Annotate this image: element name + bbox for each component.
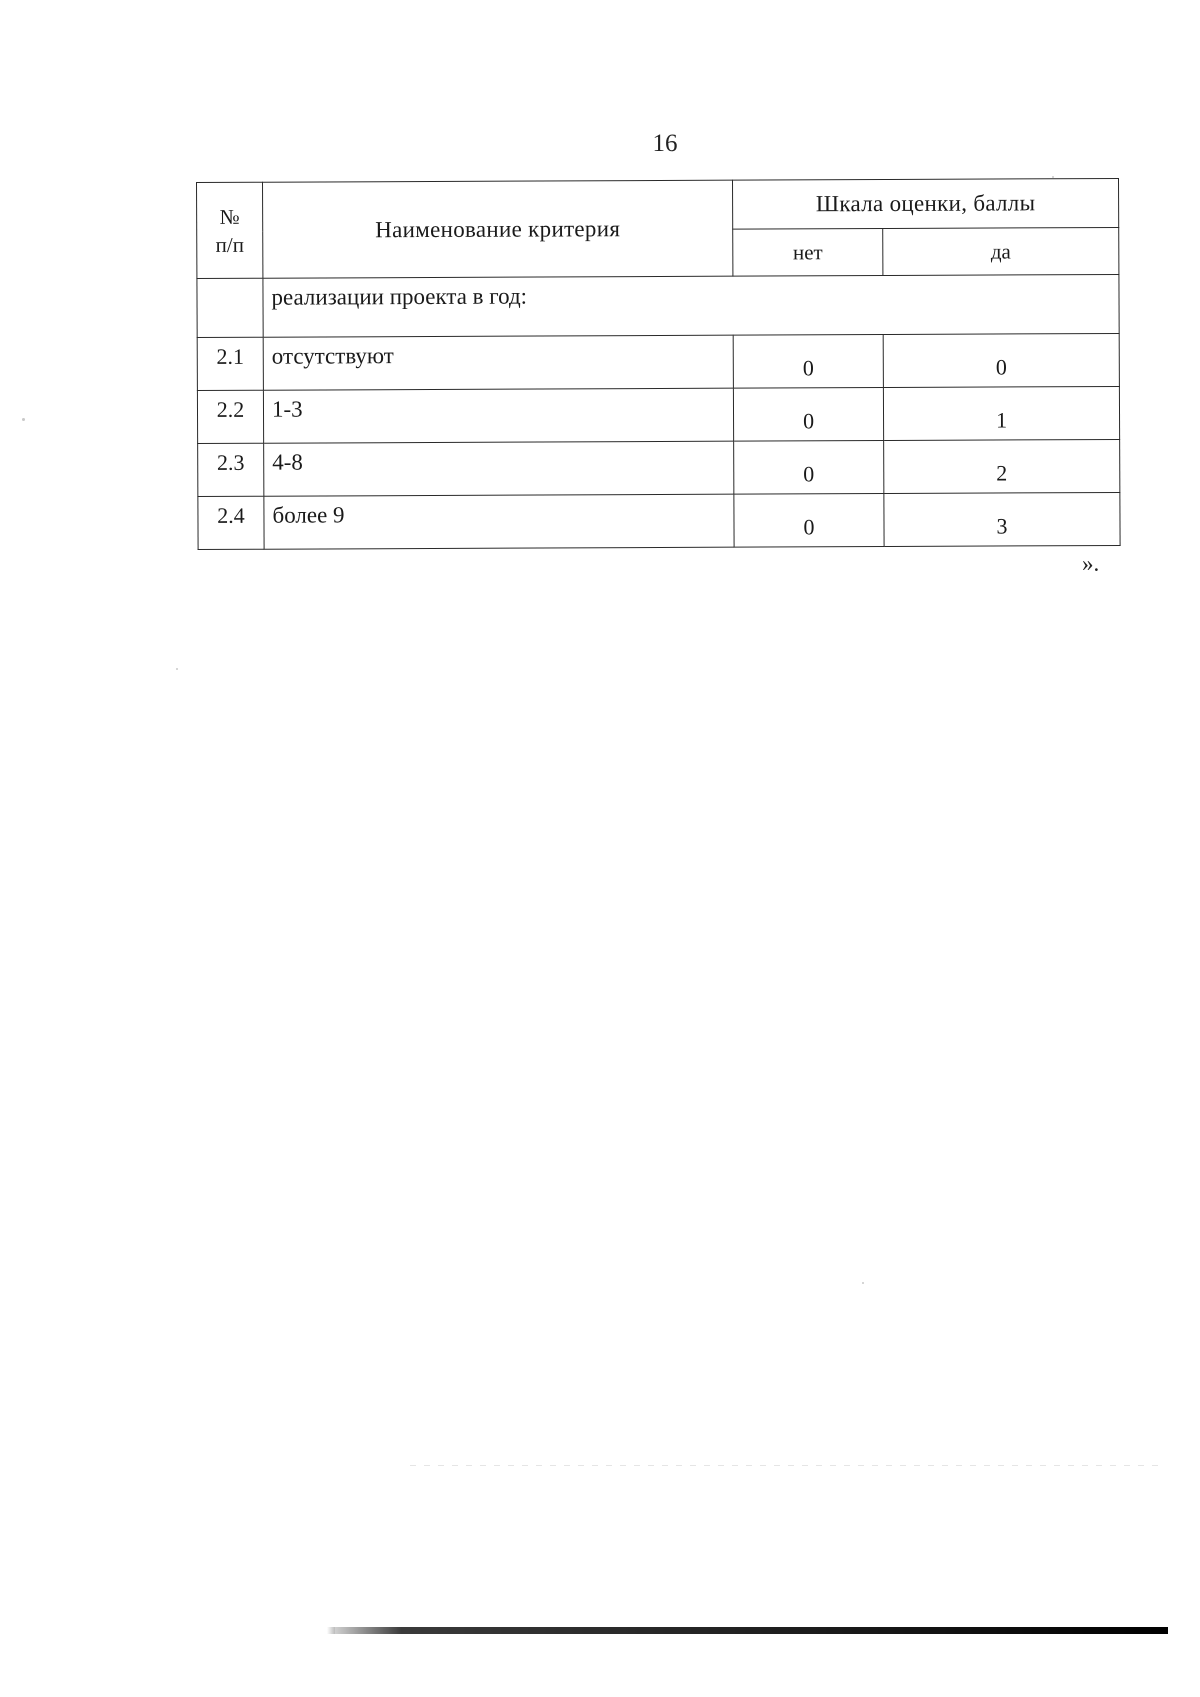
header-no: нет [733, 229, 883, 277]
header-number-symbol: № [219, 204, 240, 229]
page-number: 16 [652, 130, 678, 157]
header-scale: Шкала оценки, баллы [732, 178, 1118, 229]
header-number-abbrev: п/п [215, 232, 244, 257]
criteria-table [196, 178, 1121, 550]
continuation-number-cell [197, 278, 263, 337]
header-criterion-name: Наименование критерия [263, 180, 733, 278]
table-header-row [197, 178, 1119, 231]
header-yes: да [883, 227, 1119, 275]
header-number [197, 182, 263, 278]
continuation-row [197, 274, 1119, 337]
row-label: более 9 [264, 494, 734, 549]
table-row [197, 333, 1119, 390]
row-label: 4-8 [264, 441, 734, 496]
row-score-yes: 3 [884, 492, 1120, 546]
scan-artifact-line [410, 1465, 1160, 1466]
continuation-text: реализации проекта в год: [263, 274, 1119, 337]
scan-speck [862, 1282, 864, 1284]
row-score-yes: 0 [883, 333, 1119, 387]
row-score-yes: 1 [883, 386, 1119, 440]
row-label: отсутствуют [263, 335, 733, 390]
table-row [198, 492, 1120, 549]
row-score-no: 0 [734, 494, 884, 548]
table-row [197, 386, 1119, 443]
row-score-no: 0 [734, 441, 884, 495]
row-number: 2.3 [198, 443, 264, 496]
row-number: 2.1 [197, 337, 263, 390]
scan-speck [1052, 176, 1054, 178]
row-score-no: 0 [733, 388, 883, 442]
row-score-no: 0 [733, 335, 883, 389]
closing-quote: ». [1082, 551, 1100, 576]
row-number: 2.4 [198, 496, 264, 549]
row-number: 2.2 [197, 390, 263, 443]
scan-speck [176, 668, 178, 670]
row-score-yes: 2 [884, 439, 1120, 493]
row-label: 1-3 [263, 388, 733, 443]
scan-speck [22, 418, 25, 421]
bottom-rule [335, 1627, 1168, 1634]
table-row [198, 439, 1120, 496]
